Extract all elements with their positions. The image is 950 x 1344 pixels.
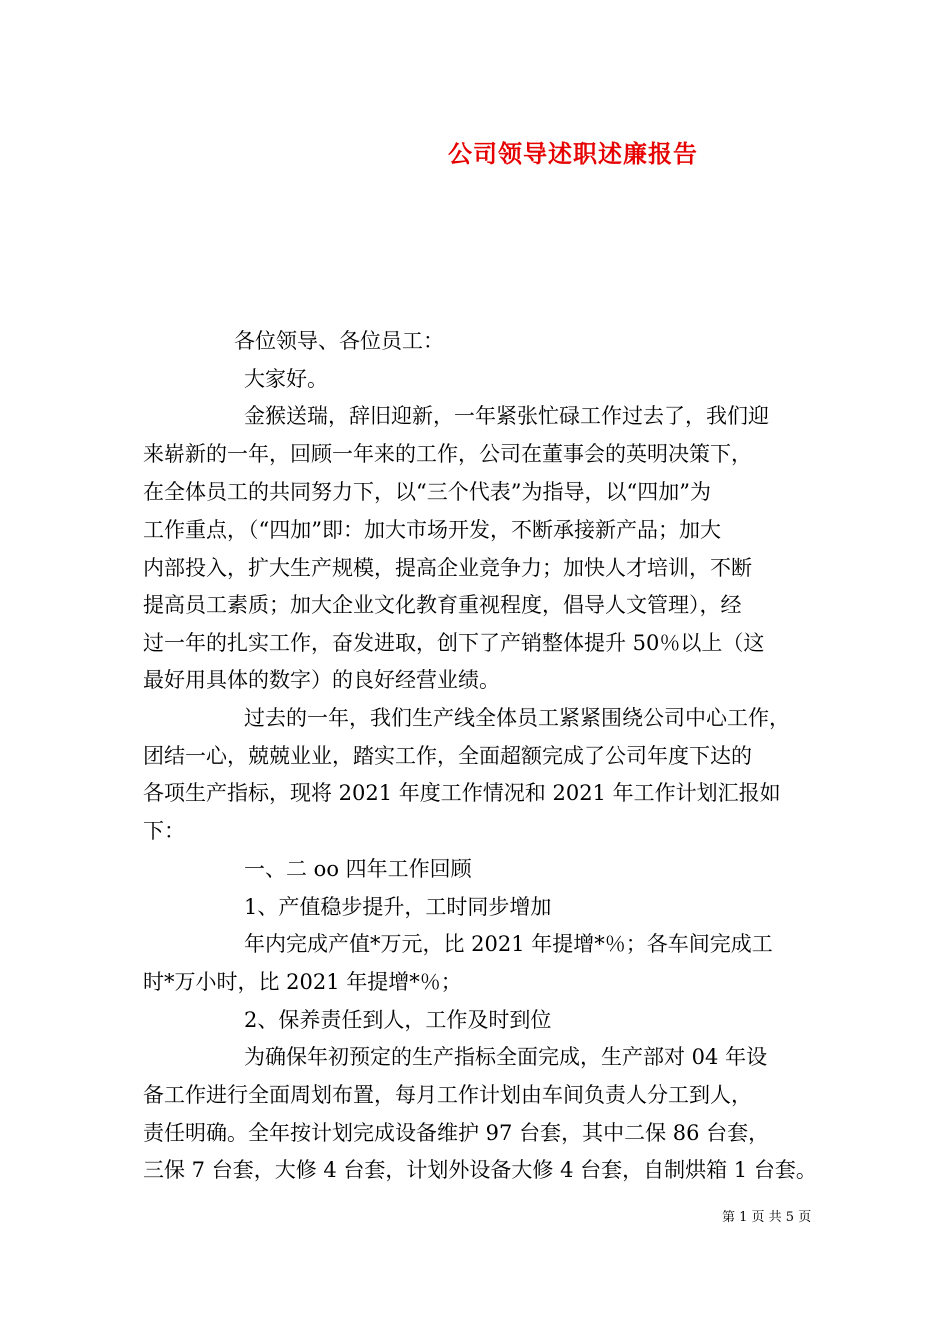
paragraph-line: 各项生产指标，现将 2021 年度工作情况和 2021 年工作计划汇报如 <box>143 781 781 805</box>
paragraph-line: 工作重点，（“四加”即：加大市场开发，不断承接新产品；加大 <box>143 518 721 542</box>
paragraph-line: 备工作进行全面周划布置，每月工作计划由车间负责人分工到人， <box>143 1083 752 1107</box>
paragraph-line: 最好用具体的数字）的良好经营业绩。 <box>143 668 500 692</box>
paragraph-line: 三保 7 台套，大修 4 台套，计划外设备大修 4 台套，自制烘箱 1 台套。 <box>143 1158 817 1182</box>
page-number: 第 1 页 共 5 页 <box>722 1210 812 1225</box>
paragraph-line: 年内完成产值*万元，比 2021 年提增*％；各车间完成工 <box>244 932 773 956</box>
paragraph-line: 团结一心，兢兢业业，踏实工作，全面超额完成了公司年度下达的 <box>143 744 752 768</box>
paragraph-line: 过去的一年，我们生产线全体员工紧紧围绕公司中心工作， <box>244 706 790 730</box>
paragraph-line: 内部投入，扩大生产规模，提高企业竞争力；加快人才培训，不断 <box>143 556 752 580</box>
paragraph-line: 为确保年初预定的生产指标全面完成，生产部对 04 年设 <box>244 1045 768 1069</box>
subsection-heading: 2、保养责任到人，工作及时到位 <box>244 1008 552 1032</box>
paragraph-line: 时*万小时，比 2021 年提增*％； <box>143 970 462 994</box>
paragraph-line: 责任明确。全年按计划完成设备维护 97 台套，其中二保 86 台套， <box>143 1121 770 1145</box>
paragraph-line: 过一年的扎实工作，奋发进取，创下了产销整体提升 50％以上（这 <box>143 631 765 655</box>
salutation-line: 各位领导、各位员工： <box>234 329 444 353</box>
paragraph-line: 提高员工素质；加大企业文化教育重视程度，倡导人文管理），经 <box>143 593 742 617</box>
paragraph-line: 在全体员工的共同努力下，以“三个代表”为指导，以“四加”为 <box>143 480 711 504</box>
subsection-heading: 1、产值稳步提升，工时同步增加 <box>244 895 552 919</box>
paragraph-line: 来崭新的一年，回顾一年来的工作，公司在董事会的英明决策下， <box>143 442 752 466</box>
paragraph-line: 金猴送瑞，辞旧迎新，一年紧张忙碌工作过去了，我们迎 <box>244 404 769 428</box>
document-title: 公司领导述职述廉报告 <box>448 139 698 168</box>
section-heading: 一、二 oo 四年工作回顾 <box>244 857 472 881</box>
paragraph-line: 下： <box>143 819 185 843</box>
greeting-line: 大家好。 <box>244 367 328 391</box>
